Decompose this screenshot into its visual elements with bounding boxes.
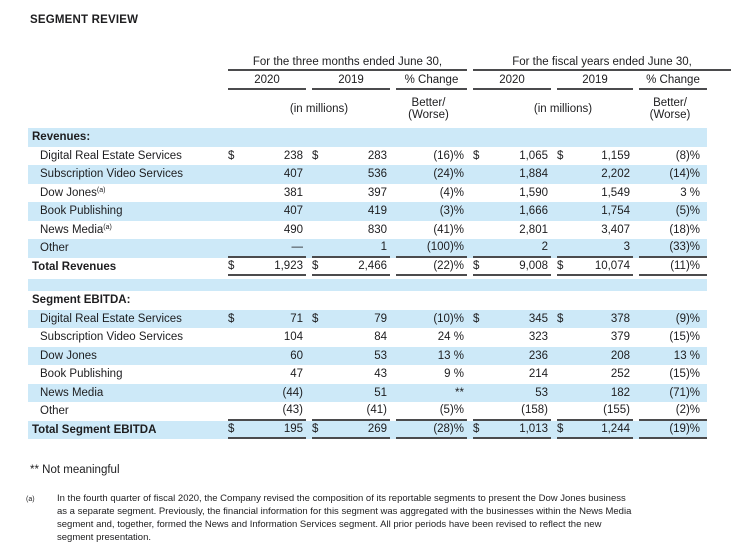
cell-value: 1,884 <box>519 168 548 181</box>
cell-value: 13 % <box>437 349 464 362</box>
worse-line: (Worse) <box>649 109 691 121</box>
cell-value: 79 <box>374 312 387 325</box>
table-cell <box>306 310 390 329</box>
table-cell <box>633 328 707 347</box>
table-cell <box>467 347 551 366</box>
table-cell <box>467 402 551 421</box>
cell-value: 182 <box>610 386 630 399</box>
table-cell <box>306 239 390 258</box>
cell-value: 1,549 <box>601 186 630 199</box>
table-cell <box>633 310 707 329</box>
table-row <box>28 310 707 329</box>
cell-value: (19)% <box>639 421 707 440</box>
cell-value: 60 <box>290 349 303 362</box>
cell-value: 2,801 <box>519 223 548 236</box>
period-header-three-months-cell <box>222 50 467 71</box>
cell-value: (15)% <box>669 368 701 381</box>
table-cell <box>222 402 306 421</box>
in-millions-note-fy: (in millions) <box>533 103 593 115</box>
cell-value: (158) <box>473 402 551 421</box>
period-header-fiscal-years-cell <box>467 50 707 71</box>
percent-change-header-fy: % Change <box>639 74 707 90</box>
table-cell <box>306 202 390 221</box>
table-cell <box>306 365 390 384</box>
row-label: Subscription Video Services <box>40 331 183 344</box>
table-cell <box>633 184 707 203</box>
table-cell <box>467 384 551 403</box>
period-header-three-months: For the three months ended June 30, <box>228 56 467 71</box>
empty-cells <box>222 128 707 147</box>
cell-value: 1 <box>312 239 390 258</box>
table-cell <box>633 384 707 403</box>
cell-value: 3 % <box>680 186 701 199</box>
table-cell <box>222 147 306 166</box>
table-row <box>28 202 707 221</box>
cell-value: 208 <box>610 349 630 362</box>
page-title: SEGMENT REVIEW <box>30 14 139 26</box>
cell-value: (44) <box>282 386 303 399</box>
table-cell <box>551 147 633 166</box>
table-cell <box>306 258 390 277</box>
cell-value: 53 <box>374 349 387 362</box>
table-cell <box>222 421 306 440</box>
table-cell <box>467 165 551 184</box>
cell-value: 47 <box>290 368 303 381</box>
cell-value: (5)% <box>396 402 467 421</box>
table-cell <box>390 239 467 258</box>
cell-value: 269 <box>367 422 387 435</box>
dollar-sign: $ <box>557 422 564 435</box>
cell-value: 1,159 <box>601 149 630 162</box>
dollar-sign: $ <box>228 422 235 435</box>
spacer-row <box>28 279 707 291</box>
header-spacer-cell <box>28 90 222 128</box>
total-row <box>28 258 707 277</box>
table-cell <box>222 239 306 258</box>
spacer-cell <box>28 279 707 291</box>
table-cell <box>633 239 707 258</box>
row-label: Total Revenues <box>32 260 117 273</box>
cell-value: 397 <box>367 186 387 199</box>
row-label: Subscription Video Services <box>40 168 183 181</box>
units-header-row <box>28 90 707 128</box>
cell-value: (41) <box>312 402 390 421</box>
cell-value: (15)% <box>669 331 701 344</box>
cell-value: (8)% <box>675 149 701 162</box>
table-cell <box>467 221 551 240</box>
dollar-sign: $ <box>473 149 480 162</box>
table-cell <box>306 147 390 166</box>
table-cell <box>551 384 633 403</box>
worse-line: (Worse) <box>408 109 449 121</box>
cell-value: (10)% <box>433 312 464 325</box>
table-cell <box>633 221 707 240</box>
table-cell <box>467 147 551 166</box>
table-cell <box>390 221 467 240</box>
period-header-fiscal-years: For the fiscal years ended June 30, <box>473 56 731 71</box>
total-row <box>28 421 707 440</box>
table-cell <box>551 221 633 240</box>
table-cell <box>390 365 467 384</box>
cell-value: 1,065 <box>519 149 548 162</box>
table-cell <box>551 184 633 203</box>
dollar-sign: $ <box>557 149 564 162</box>
table-cell <box>306 384 390 403</box>
cell-value: (3)% <box>439 205 464 218</box>
cell-value: 3,407 <box>601 223 630 236</box>
section-header-row <box>28 291 707 310</box>
cell-value: 104 <box>283 331 303 344</box>
in-millions-note-q: (in millions) <box>289 103 349 115</box>
cell-value: 1,666 <box>519 205 548 218</box>
dollar-sign: $ <box>557 312 564 325</box>
table-cell <box>551 310 633 329</box>
cell-value: 378 <box>610 312 630 325</box>
table-row <box>28 184 707 203</box>
table-cell <box>633 165 707 184</box>
table-cell <box>633 147 707 166</box>
table-cell <box>551 328 633 347</box>
cell-value: (2)% <box>639 402 707 421</box>
footnote-line: In the fourth quarter of fiscal 2020, the Company revised the composition of its reportable segments to present the Dow Jones business <box>57 493 626 504</box>
cell-value: 536 <box>367 168 387 181</box>
cell-value: 1,754 <box>601 205 630 218</box>
row-label: Total Segment EBITDA <box>32 423 157 436</box>
table-row <box>28 347 707 366</box>
better-worse-note-fy <box>633 97 707 122</box>
cell-value: 84 <box>374 331 387 344</box>
segment-review-table <box>28 50 707 439</box>
footnote-a-marker: (a) <box>26 496 35 503</box>
dollar-sign: $ <box>473 259 480 272</box>
dollar-sign: $ <box>228 312 235 325</box>
table-cell <box>551 239 633 258</box>
table-cell <box>467 202 551 221</box>
table-cell <box>633 402 707 421</box>
table-cell <box>222 165 306 184</box>
table-cell <box>306 184 390 203</box>
better-line: Better/ <box>653 96 687 109</box>
cell-value: (16)% <box>433 149 464 162</box>
table-cell <box>222 258 306 277</box>
cell-value: 379 <box>610 331 630 344</box>
row-label: Dow Jones$^{(a)}$ <box>40 186 106 199</box>
table-cell <box>551 421 633 440</box>
cell-value: 53 <box>535 386 548 399</box>
footnote-line: as a separate segment. Previously, the financial information for this segment was aggregated with the businesses within the News Media <box>57 506 632 517</box>
cell-value: 3 <box>557 239 633 258</box>
table-cell <box>633 347 707 366</box>
percent-change-header-q: % Change <box>396 74 467 90</box>
row-label: Book Publishing <box>40 368 123 381</box>
cell-value: 9 % <box>444 368 464 381</box>
cell-value: (71)% <box>669 386 701 399</box>
dollar-sign: $ <box>312 422 319 435</box>
cell-value: 2,202 <box>601 168 630 181</box>
not-meaningful-note: ** Not meaningful <box>30 464 120 476</box>
row-label: Revenues: <box>32 131 91 144</box>
table-cell <box>390 147 467 166</box>
table-cell <box>390 402 467 421</box>
cell-value: (14)% <box>669 168 701 181</box>
cell-value: (155) <box>557 402 633 421</box>
table-row <box>28 239 707 258</box>
cell-value: 9,008 <box>519 259 548 272</box>
table-row <box>28 328 707 347</box>
table-cell <box>390 165 467 184</box>
table-cell <box>390 258 467 277</box>
table-cell <box>467 328 551 347</box>
dollar-sign: $ <box>557 259 564 272</box>
cell-value: 323 <box>528 331 548 344</box>
row-label: News Media <box>40 386 104 399</box>
header-spacer-cell <box>28 50 222 71</box>
table-cell <box>467 421 551 440</box>
cell-value: 1,244 <box>601 422 630 435</box>
dollar-sign: $ <box>312 312 319 325</box>
cell-value: (5)% <box>675 205 701 218</box>
year-header-fy-2020: 2020 <box>473 74 551 90</box>
table-cell <box>390 202 467 221</box>
better-line: Better/ <box>411 96 446 109</box>
table-row <box>28 384 707 403</box>
cell-value: 238 <box>283 149 303 162</box>
year-header-q-2019: 2019 <box>312 74 390 90</box>
table-cell <box>222 384 306 403</box>
cell-value: 1,013 <box>519 422 548 435</box>
table-cell <box>551 202 633 221</box>
cell-value: 236 <box>528 349 548 362</box>
table-cell <box>306 347 390 366</box>
footnote-line: segment and, together, formed the News and Information Services segment. All prior periods have been revised to reflect the new <box>57 519 602 530</box>
cell-value: 419 <box>367 205 387 218</box>
row-label: Other <box>40 405 69 418</box>
cell-value: 195 <box>283 422 303 435</box>
cell-value: 407 <box>283 168 303 181</box>
row-label: Other <box>40 242 69 255</box>
footnote-ref: (a) <box>103 223 112 231</box>
footnote-ref: (a) <box>96 186 106 194</box>
table-cell <box>467 310 551 329</box>
cell-value: 345 <box>528 312 548 325</box>
table-cell <box>467 365 551 384</box>
row-label: News Media$^{(a)}$ <box>40 223 112 236</box>
table-cell <box>306 165 390 184</box>
header-spacer-cell <box>28 71 222 90</box>
table-cell <box>222 347 306 366</box>
cell-value: 830 <box>367 223 387 236</box>
cell-value: (43) <box>228 402 306 421</box>
table-row <box>28 165 707 184</box>
cell-value: 71 <box>290 312 303 325</box>
table-cell <box>551 365 633 384</box>
footnote-a-text <box>57 492 631 544</box>
table-cell <box>222 328 306 347</box>
cell-value: 2,466 <box>358 259 387 272</box>
cell-value: (18)% <box>669 223 701 236</box>
cell-value: (9)% <box>675 312 701 325</box>
table-cell <box>222 221 306 240</box>
table-cell <box>633 258 707 277</box>
cell-value: 10,074 <box>594 259 630 272</box>
row-label: Digital Real Estate Services <box>40 149 182 162</box>
cell-value: 407 <box>283 205 303 218</box>
footnote-a <box>26 492 726 544</box>
table-cell <box>222 184 306 203</box>
table-cell <box>222 365 306 384</box>
table-cell <box>390 421 467 440</box>
cell-value: 252 <box>610 368 630 381</box>
footnote-line: segment presentation. <box>57 532 152 543</box>
cell-value: 13 % <box>673 349 701 362</box>
cell-value: (100)% <box>396 239 467 258</box>
table-cell <box>390 328 467 347</box>
table-row <box>28 402 707 421</box>
table-cell <box>633 202 707 221</box>
cell-value: (24)% <box>433 168 464 181</box>
table-cell <box>467 184 551 203</box>
cell-value: 490 <box>283 223 303 236</box>
table-cell <box>222 310 306 329</box>
cell-value: 283 <box>367 149 387 162</box>
period-header-row <box>28 50 707 71</box>
row-label: Book Publishing <box>40 205 123 218</box>
cell-value: 381 <box>283 186 303 199</box>
table-cell <box>551 258 633 277</box>
table-cell <box>551 165 633 184</box>
cell-value: (22)% <box>396 258 467 277</box>
table-cell <box>390 310 467 329</box>
cell-value: (28)% <box>396 421 467 440</box>
table-cell <box>390 184 467 203</box>
section-header-row <box>28 128 707 147</box>
table-row <box>28 365 707 384</box>
cell-value: (11)% <box>639 258 707 277</box>
table-cell <box>306 328 390 347</box>
better-worse-note-q <box>390 97 467 122</box>
table-cell <box>390 347 467 366</box>
dollar-sign: $ <box>473 422 480 435</box>
cell-value: 214 <box>528 368 548 381</box>
table-cell <box>467 258 551 277</box>
dollar-sign: $ <box>228 149 235 162</box>
table-cell <box>306 402 390 421</box>
cell-value: (33)% <box>639 239 707 258</box>
table-cell <box>467 239 551 258</box>
empty-cells <box>222 291 707 310</box>
cell-value: — <box>228 239 306 258</box>
row-label: Segment EBITDA: <box>32 294 131 307</box>
table-cell <box>633 365 707 384</box>
table-cell <box>551 347 633 366</box>
table-cell <box>306 221 390 240</box>
table-row <box>28 221 707 240</box>
table-cell <box>390 384 467 403</box>
dollar-sign: $ <box>473 312 480 325</box>
cell-value: 2 <box>473 239 551 258</box>
year-header-fy-2019: 2019 <box>557 74 633 90</box>
year-header-row <box>28 71 707 90</box>
cell-value: 51 <box>374 386 387 399</box>
cell-value: 1,590 <box>519 186 548 199</box>
cell-value: 1,923 <box>274 259 303 272</box>
row-label: Digital Real Estate Services <box>40 312 182 325</box>
cell-value: (41)% <box>433 223 464 236</box>
dollar-sign: $ <box>228 259 235 272</box>
table-cell <box>306 421 390 440</box>
dollar-sign: $ <box>312 259 319 272</box>
table-cell <box>551 402 633 421</box>
year-header-q-2020: 2020 <box>228 74 306 90</box>
table-cell <box>222 202 306 221</box>
row-label: Dow Jones <box>40 349 97 362</box>
table-cell <box>633 421 707 440</box>
cell-value: ** <box>455 386 464 399</box>
cell-value: (4)% <box>439 186 464 199</box>
dollar-sign: $ <box>312 149 319 162</box>
table-row <box>28 147 707 166</box>
cell-value: 24 % <box>437 331 464 344</box>
cell-value: 43 <box>374 368 387 381</box>
